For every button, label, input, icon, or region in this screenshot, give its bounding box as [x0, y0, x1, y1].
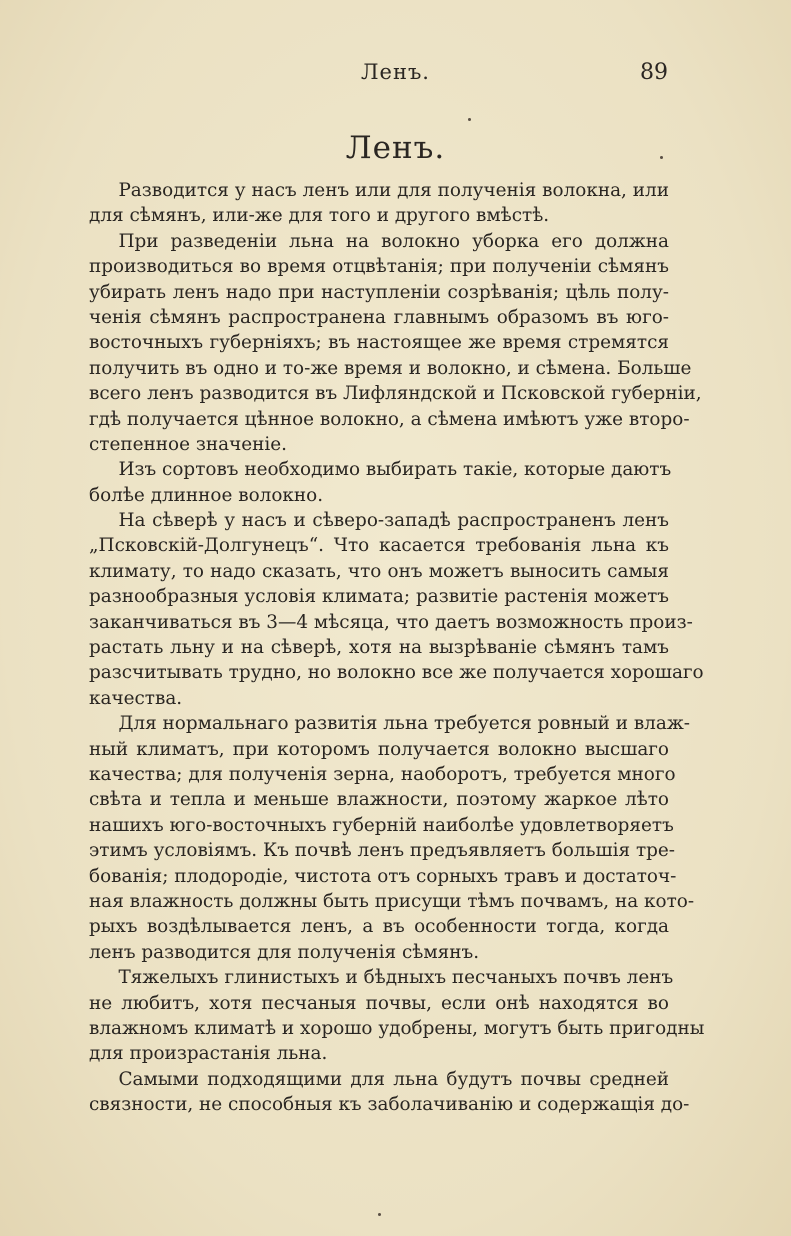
text-line: производиться во время отцвѣтанія; при полученіи сѣмянъ [89, 256, 669, 278]
text-line: для произрастанія льна. [89, 1043, 328, 1065]
text-line: Для нормальнаго развитія льна требуется ровный и влаж- [118, 713, 690, 735]
text-line: свѣта и тепла и меньше влажности, поэтому жаркое лѣто [89, 789, 669, 811]
print-speck [468, 118, 471, 121]
text-line: качества. [89, 687, 183, 709]
text-line: болѣе длинное волокно. [89, 484, 324, 506]
print-speck [378, 1213, 381, 1216]
text-line: „Псковскій-Долгунецъ“. Что касается требованія льна къ [89, 535, 669, 557]
text-line: ный климатъ, при которомъ получается волокно высшаго [89, 738, 669, 760]
text-line: качества; для полученія зерна, наоборотъ, требуется много [89, 763, 676, 785]
text-line: восточныхъ губерніяхъ; въ настоящее же время стремятся [89, 332, 669, 354]
running-head: Ленъ. [361, 60, 430, 84]
text-line: климату, то надо сказать, что онъ можетъ выносить самыя [89, 560, 669, 582]
text-line: связности, не способныя къ заболачиванію и содержащія до- [89, 1094, 690, 1116]
text-line: для сѣмянъ, или-же для того и другого вмѣстѣ. [89, 205, 550, 227]
print-speck [660, 156, 663, 159]
text-line: не любитъ, хотя песчаныя почвы, если онѣ находятся во [89, 992, 669, 1014]
text-line: На сѣверѣ у насъ и сѣверо-западѣ распространенъ ленъ [118, 510, 669, 532]
page-header [0, 58, 791, 88]
body-text [89, 178, 705, 1117]
text-line: рыхъ воздѣлывается ленъ, а въ особенности тогда, когда [89, 916, 669, 938]
text-line: При разведеніи льна на волокно уборка его должна [118, 230, 669, 252]
text-line: этимъ условіямъ. Къ почвѣ ленъ предъявляетъ большія тре- [89, 840, 676, 862]
text-line: влажномъ климатѣ и хорошо удобрены, могутъ быть пригодны [89, 1017, 705, 1039]
text-line: растать льну и на сѣверѣ, хотя на вызрѣваніе сѣмянъ тамъ [89, 637, 669, 659]
text-line: Тяжелыхъ глинистыхъ и бѣдныхъ песчаныхъ почвъ ленъ [118, 967, 674, 989]
text-line: ная влажность должны быть присущи тѣмъ почвамъ, на кото- [89, 890, 695, 912]
text-line: убирать ленъ надо при наступленіи созрѣванія; цѣль полу- [89, 281, 669, 303]
page-number: 89 [640, 60, 668, 85]
text-line: разнообразныя условія климата; развитіе растенія можетъ [89, 586, 669, 608]
text-line: ленъ разводится для полученія сѣмянъ. [89, 941, 480, 963]
text-line: Самыми подходящими для льна будутъ почвы средней [118, 1068, 669, 1090]
text-line: заканчиваться въ 3—4 мѣсяца, что даетъ возможность произ- [89, 611, 693, 633]
text-line: ченія сѣмянъ распространена главнымъ образомъ въ юго- [89, 306, 669, 328]
text-line: получить въ одно и то-же время и волокно, и сѣмена. Больше [89, 357, 692, 379]
text-line: степенное значеніе. [89, 433, 287, 455]
section-heading: Ленъ. [345, 130, 446, 166]
text-line: разсчитывать трудно, но волокно все же получается хорошаго [89, 662, 704, 684]
text-line: бованія; плодородіе, чистота отъ сорныхъ травъ и достаточ- [89, 865, 677, 887]
text-line: всего ленъ разводится въ Лифляндской и Псковской губерніи, [89, 383, 702, 405]
text-line: Разводится у насъ ленъ или для полученія волокна, или [118, 180, 669, 201]
text-line: нашихъ юго-восточныхъ губерній наиболѣе удовлетворяетъ [89, 814, 674, 836]
text-line: гдѣ получается цѣнное волокно, а сѣмена имѣютъ уже второ- [89, 408, 690, 430]
text-line: Изъ сортовъ необходимо выбирать такіе, которые даютъ [118, 459, 672, 481]
